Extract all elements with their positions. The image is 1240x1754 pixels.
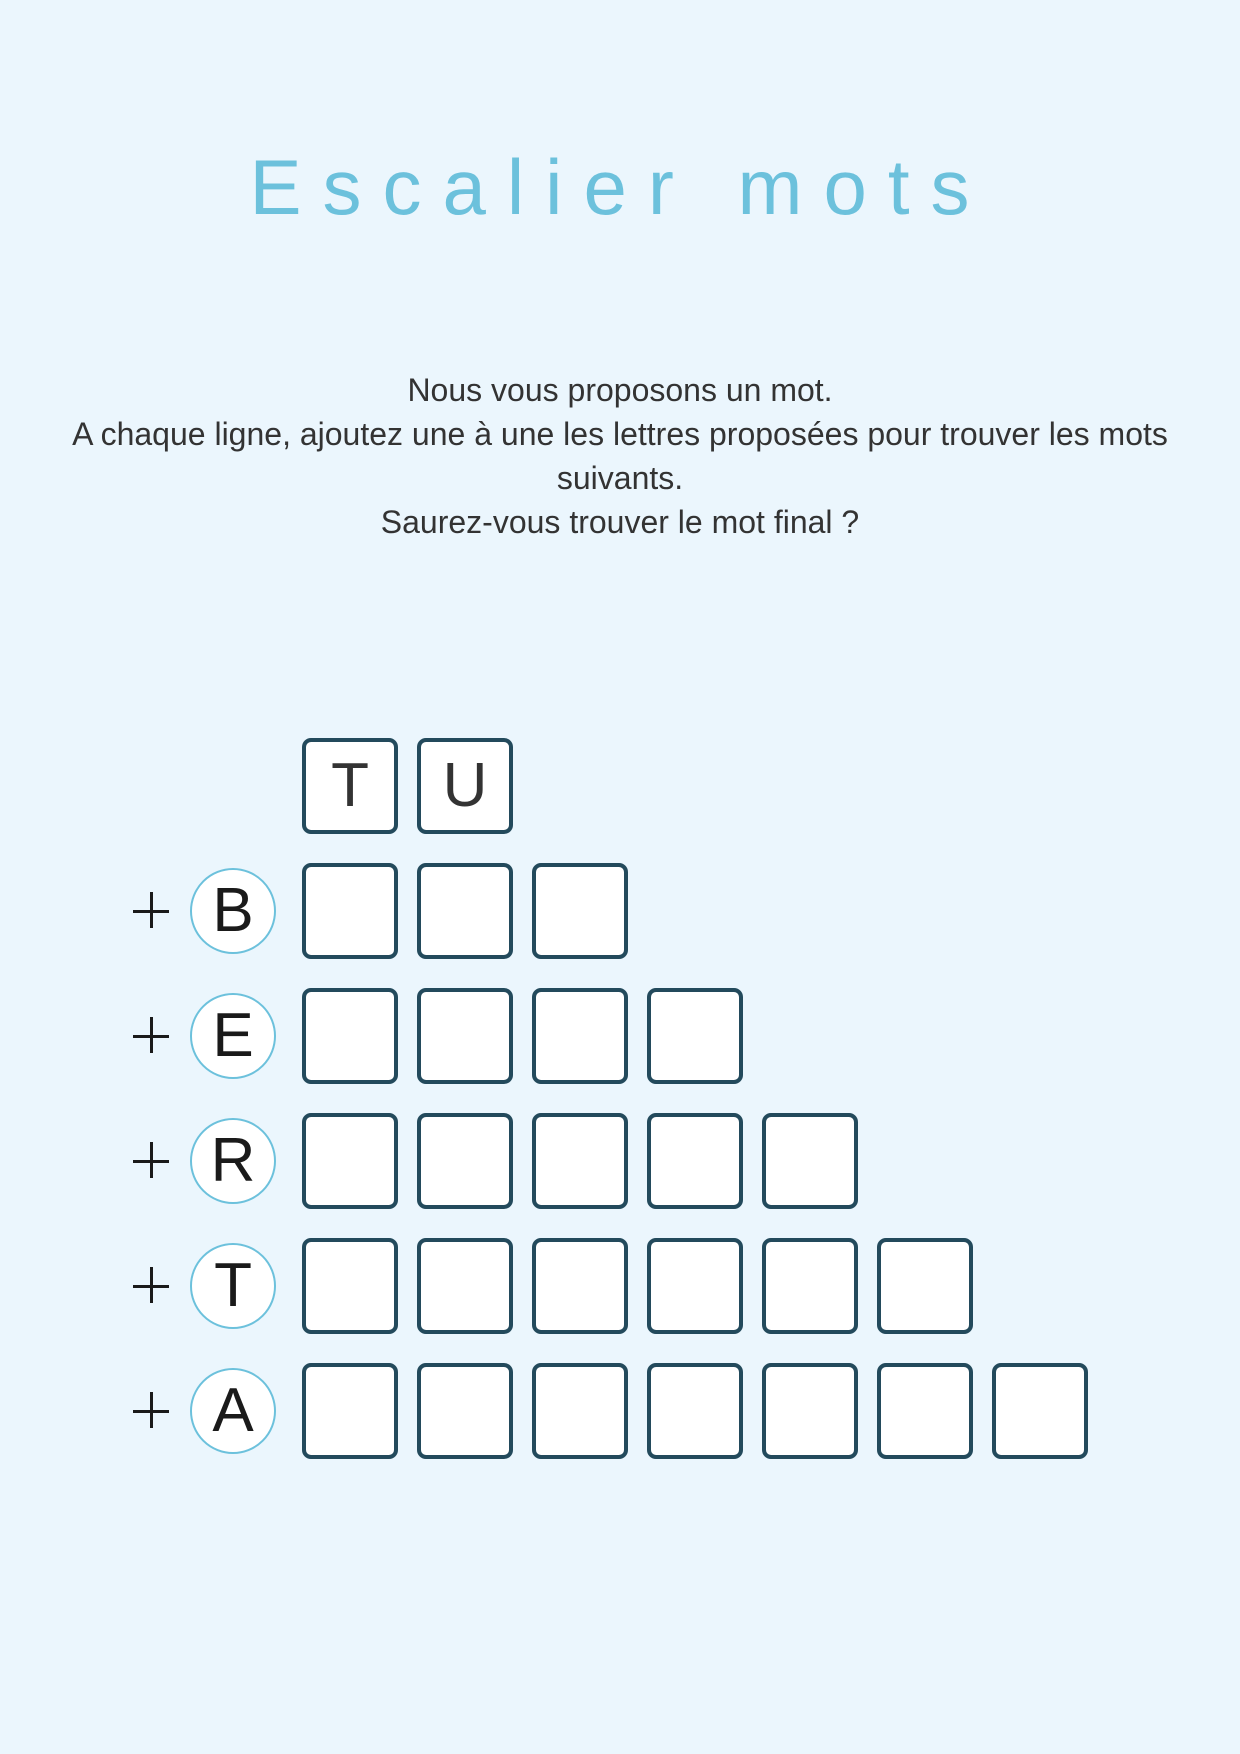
answer-cell[interactable] — [877, 1363, 973, 1459]
added-letter: E — [190, 993, 276, 1079]
letter-cell: U — [417, 738, 513, 834]
answer-cell[interactable] — [417, 1363, 513, 1459]
answer-cell[interactable] — [302, 863, 398, 959]
answer-cell[interactable] — [647, 1363, 743, 1459]
answer-cell[interactable] — [762, 1238, 858, 1334]
added-letter: A — [190, 1368, 276, 1454]
answer-cell[interactable] — [992, 1363, 1088, 1459]
plus-icon — [133, 1016, 173, 1056]
answer-cell[interactable] — [417, 988, 513, 1084]
instruction-line: Nous vous proposons un mot. — [407, 372, 833, 408]
plus-icon — [133, 891, 173, 931]
answer-cell[interactable] — [302, 1113, 398, 1209]
added-letter: B — [190, 868, 276, 954]
answer-cell[interactable] — [647, 988, 743, 1084]
answer-cell[interactable] — [417, 1113, 513, 1209]
plus-icon — [133, 1391, 173, 1431]
answer-cell[interactable] — [532, 863, 628, 959]
page-title: Escalier mots — [249, 143, 991, 231]
plus-icon — [133, 1266, 173, 1306]
answer-cell[interactable] — [532, 1113, 628, 1209]
answer-cell[interactable] — [877, 1238, 973, 1334]
answer-cell[interactable] — [647, 1238, 743, 1334]
answer-cell[interactable] — [532, 988, 628, 1084]
letter-cell: T — [302, 738, 398, 834]
answer-cell[interactable] — [532, 1238, 628, 1334]
answer-cell[interactable] — [302, 988, 398, 1084]
added-letter: T — [190, 1243, 276, 1329]
plus-icon — [133, 1141, 173, 1181]
answer-cell[interactable] — [302, 1238, 398, 1334]
answer-cell[interactable] — [417, 1238, 513, 1334]
answer-cell[interactable] — [647, 1113, 743, 1209]
answer-cell[interactable] — [302, 1363, 398, 1459]
added-letter: R — [190, 1118, 276, 1204]
answer-cell[interactable] — [417, 863, 513, 959]
instruction-line: Saurez-vous trouver le mot final ? — [380, 504, 860, 540]
answer-cell[interactable] — [532, 1363, 628, 1459]
answer-cell[interactable] — [762, 1363, 858, 1459]
answer-cell[interactable] — [762, 1113, 858, 1209]
instruction-line: A chaque ligne, ajoutez une à une les lettres proposées pour trouver les mots suivants. — [72, 416, 1168, 496]
